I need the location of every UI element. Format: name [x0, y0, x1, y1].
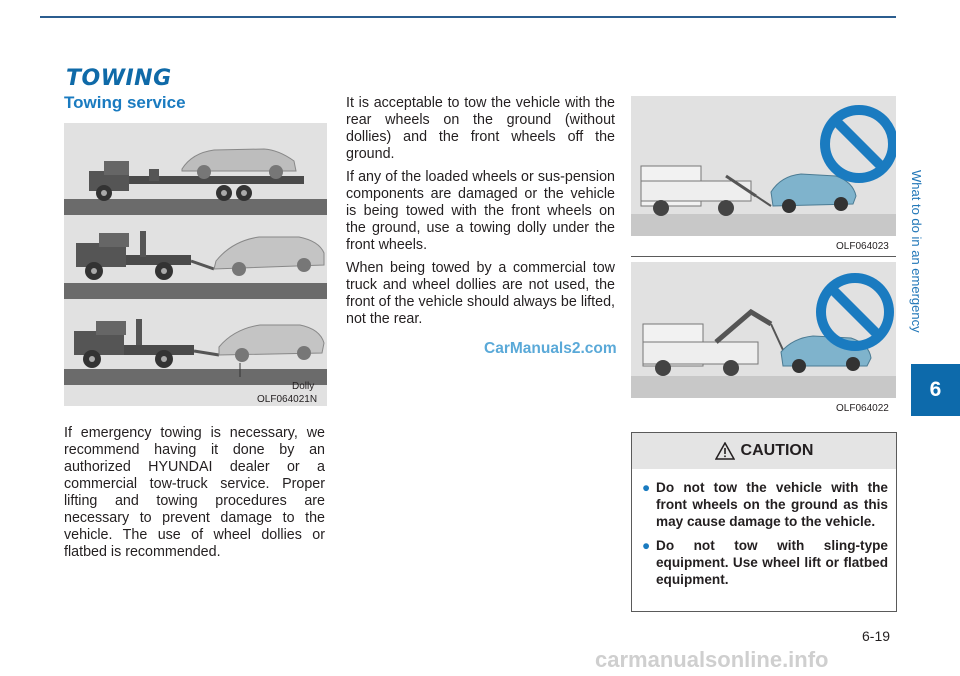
- prohibition-sign-icon-2: [821, 278, 889, 346]
- warning-triangle-icon: [715, 442, 735, 460]
- caution-item-text: Do not tow with sling-type equipment. Use wheel lift or flatbed equipment.: [656, 538, 888, 587]
- paragraph-rear-wheels: It is acceptable to tow the vehicle with the rear wheels on the ground (without dollies) and the front wheels off the ground.: [346, 95, 615, 162]
- bullet-icon: ●: [642, 480, 651, 495]
- flatbed-truck-illustration: [89, 149, 304, 201]
- caution-item: [642, 479, 888, 530]
- bullet-icon: ●: [642, 538, 651, 553]
- header-rule: [40, 16, 896, 18]
- paragraph-commercial-truck: When being towed by a commercial tow truck and wheel dollies are not used, the front of the vehicle should always be lifted, not the rear.: [346, 260, 615, 327]
- watermark: CarManuals2.com: [484, 340, 617, 357]
- left-text-column: [64, 425, 325, 561]
- caution-item: [642, 537, 888, 588]
- section-title: TOWING: [66, 66, 172, 91]
- prohibited-towing-figure-bottom: [631, 262, 896, 398]
- caution-title: CAUTION: [740, 442, 814, 459]
- towing-service-paragraph: If emergency towing is necessary, we recommend having it done by an authorized HYUNDAI dealer or a commercial tow-truck service. Proper lifting and towing procedures are necessary to prevent damage to the vehicle. The use of wheel dollies or flatbed is recommended.: [64, 425, 325, 560]
- figure-divider: [631, 256, 896, 257]
- chapter-title: What to do in an emergency: [909, 170, 924, 333]
- caution-item-text: Do not tow the vehicle with the front wheels on the ground as this may cause damage to the vehicle.: [656, 480, 888, 529]
- middle-text-column: [346, 95, 615, 328]
- sidebar: [904, 170, 944, 370]
- figure-code-left: OLF064021N: [257, 394, 318, 405]
- dolly-truck-illustration: [74, 319, 324, 377]
- caution-header: [632, 433, 896, 469]
- sub-title: Towing service: [64, 93, 186, 112]
- wheel-lift-truck-illustration: [76, 231, 324, 280]
- paragraph-damaged-wheels: If any of the loaded wheels or sus-pension components are damaged or the vehicle is being towed with the front wheels on the ground, use a towing dolly under the front wheels.: [346, 169, 615, 253]
- figure-code-right-bottom: OLF064022: [836, 403, 889, 414]
- towing-methods-figure: [64, 123, 327, 406]
- prohibition-sign-icon: [825, 110, 893, 178]
- caution-list: [632, 469, 896, 588]
- chapter-number-tab: [911, 364, 960, 416]
- caution-box: [631, 432, 897, 612]
- figure-code-right-top: OLF064023: [836, 241, 889, 252]
- page-number: 6-19: [862, 628, 891, 644]
- dolly-label: Dolly: [292, 381, 315, 392]
- chapter-number: 6: [929, 378, 942, 401]
- site-watermark: carmanualsonline.info: [595, 647, 829, 672]
- prohibited-towing-figure-top: [631, 96, 896, 236]
